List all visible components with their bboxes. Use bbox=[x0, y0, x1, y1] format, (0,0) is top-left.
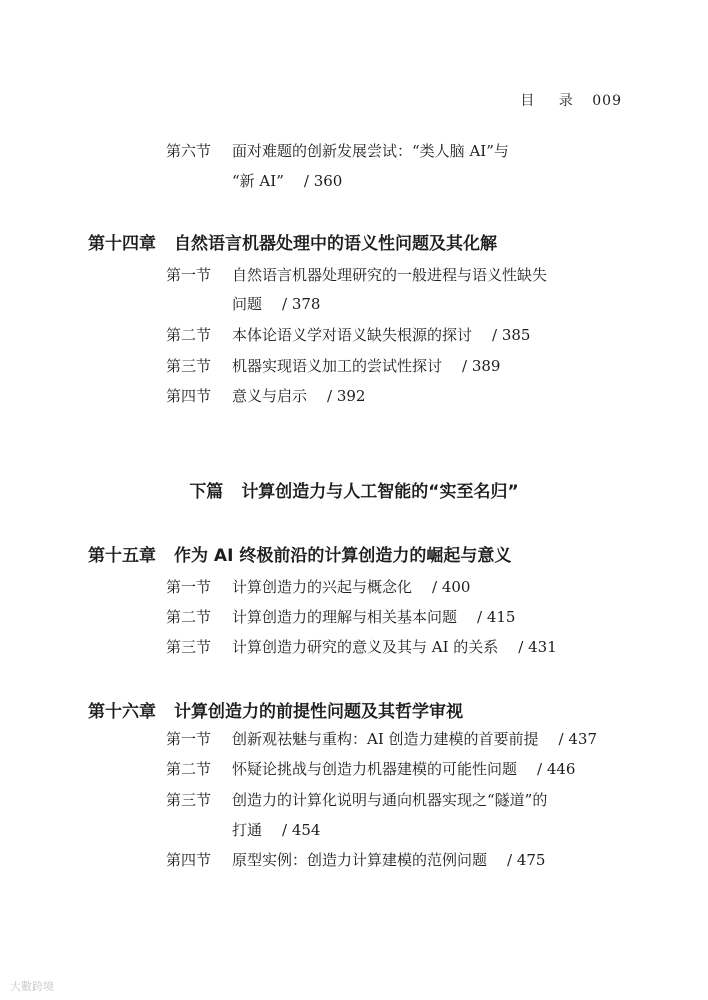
section-title: 计算创造力的兴起与概念化 bbox=[232, 578, 413, 596]
chapter-title: 作为 AI 终极前沿的计算创造力的崛起与意义 bbox=[174, 546, 512, 566]
chapter-14-heading[interactable] bbox=[88, 233, 497, 255]
chapter-15-heading[interactable] bbox=[88, 545, 511, 567]
section-title: 意义与启示 bbox=[232, 387, 308, 405]
section-title: 怀疑论挑战与创造力机器建模的可能性问题 bbox=[232, 760, 518, 778]
chapter-number: 第十四章 bbox=[88, 234, 156, 254]
section-title: 计算创造力的理解与相关基本问题 bbox=[232, 608, 458, 626]
chapter-number: 第十五章 bbox=[88, 546, 156, 566]
section-number: 第二节 bbox=[166, 608, 212, 626]
running-header bbox=[520, 90, 622, 110]
section-title: 机器实现语义加工的尝试性探讨 bbox=[232, 357, 443, 375]
page-reference: / 360 bbox=[303, 172, 343, 190]
chapter-16-heading[interactable] bbox=[88, 701, 463, 723]
section-title-line1: 创造力的计算化说明与通向机器实现之“隧道”的 bbox=[232, 791, 548, 809]
part-label: 下篇 bbox=[189, 482, 224, 502]
section-number: 第四节 bbox=[166, 851, 212, 869]
section-title-line1: 自然语言机器处理研究的一般进程与语义性缺失 bbox=[232, 266, 548, 284]
page-reference: / 392 bbox=[327, 387, 366, 405]
page-reference: / 475 bbox=[507, 851, 546, 869]
page-reference: / 415 bbox=[477, 608, 516, 626]
chapter-number: 第十六章 bbox=[88, 702, 156, 722]
section-title-line2: 问题 bbox=[232, 295, 263, 313]
page-reference: / 437 bbox=[558, 730, 597, 748]
section-number: 第一节 bbox=[166, 266, 212, 284]
section-title: 计算创造力研究的意义及其与 AI 的关系 bbox=[232, 638, 499, 656]
page-number: 009 bbox=[592, 93, 622, 109]
page-reference: / 378 bbox=[282, 295, 321, 313]
section-number: 第三节 bbox=[166, 638, 212, 656]
section-title-line1: 面对难题的创新发展尝试：“类人脑 AI”与 bbox=[232, 142, 509, 160]
section-title: 本体论语义学对语义缺失根源的探讨 bbox=[232, 326, 473, 344]
section-number: 第三节 bbox=[166, 357, 212, 375]
section-number: 第二节 bbox=[166, 760, 212, 778]
chapter-title: 计算创造力的前提性问题及其哲学审视 bbox=[174, 702, 463, 722]
section-number: 第一节 bbox=[166, 730, 212, 748]
page-reference: / 385 bbox=[492, 326, 531, 344]
section-number: 第六节 bbox=[166, 142, 212, 160]
section-number: 第一节 bbox=[166, 578, 212, 596]
section-number: 第四节 bbox=[166, 387, 212, 405]
part-title: 计算创造力与人工智能的“实至名归” bbox=[241, 482, 519, 502]
section-title-line2: “新 AI” bbox=[232, 172, 284, 190]
section-number: 第三节 bbox=[166, 791, 212, 809]
watermark-text: 大數跨境 bbox=[10, 980, 54, 993]
page-reference: / 446 bbox=[537, 760, 576, 778]
page-reference: / 431 bbox=[518, 638, 557, 656]
watermark bbox=[10, 978, 54, 994]
page-reference: / 400 bbox=[432, 578, 471, 596]
running-header-title: 目 录 bbox=[520, 93, 583, 109]
section-title: 创新观祛魅与重构：AI 创造力建模的首要前提 bbox=[232, 730, 539, 748]
part-heading[interactable] bbox=[0, 480, 708, 504]
chapter-title: 自然语言机器处理中的语义性问题及其化解 bbox=[174, 234, 497, 254]
section-number: 第二节 bbox=[166, 326, 212, 344]
page-reference: / 454 bbox=[282, 821, 321, 839]
page-reference: / 389 bbox=[462, 357, 501, 375]
section-title: 原型实例：创造力计算建模的范例问题 bbox=[232, 851, 488, 869]
section-title-line2: 打通 bbox=[232, 821, 263, 839]
